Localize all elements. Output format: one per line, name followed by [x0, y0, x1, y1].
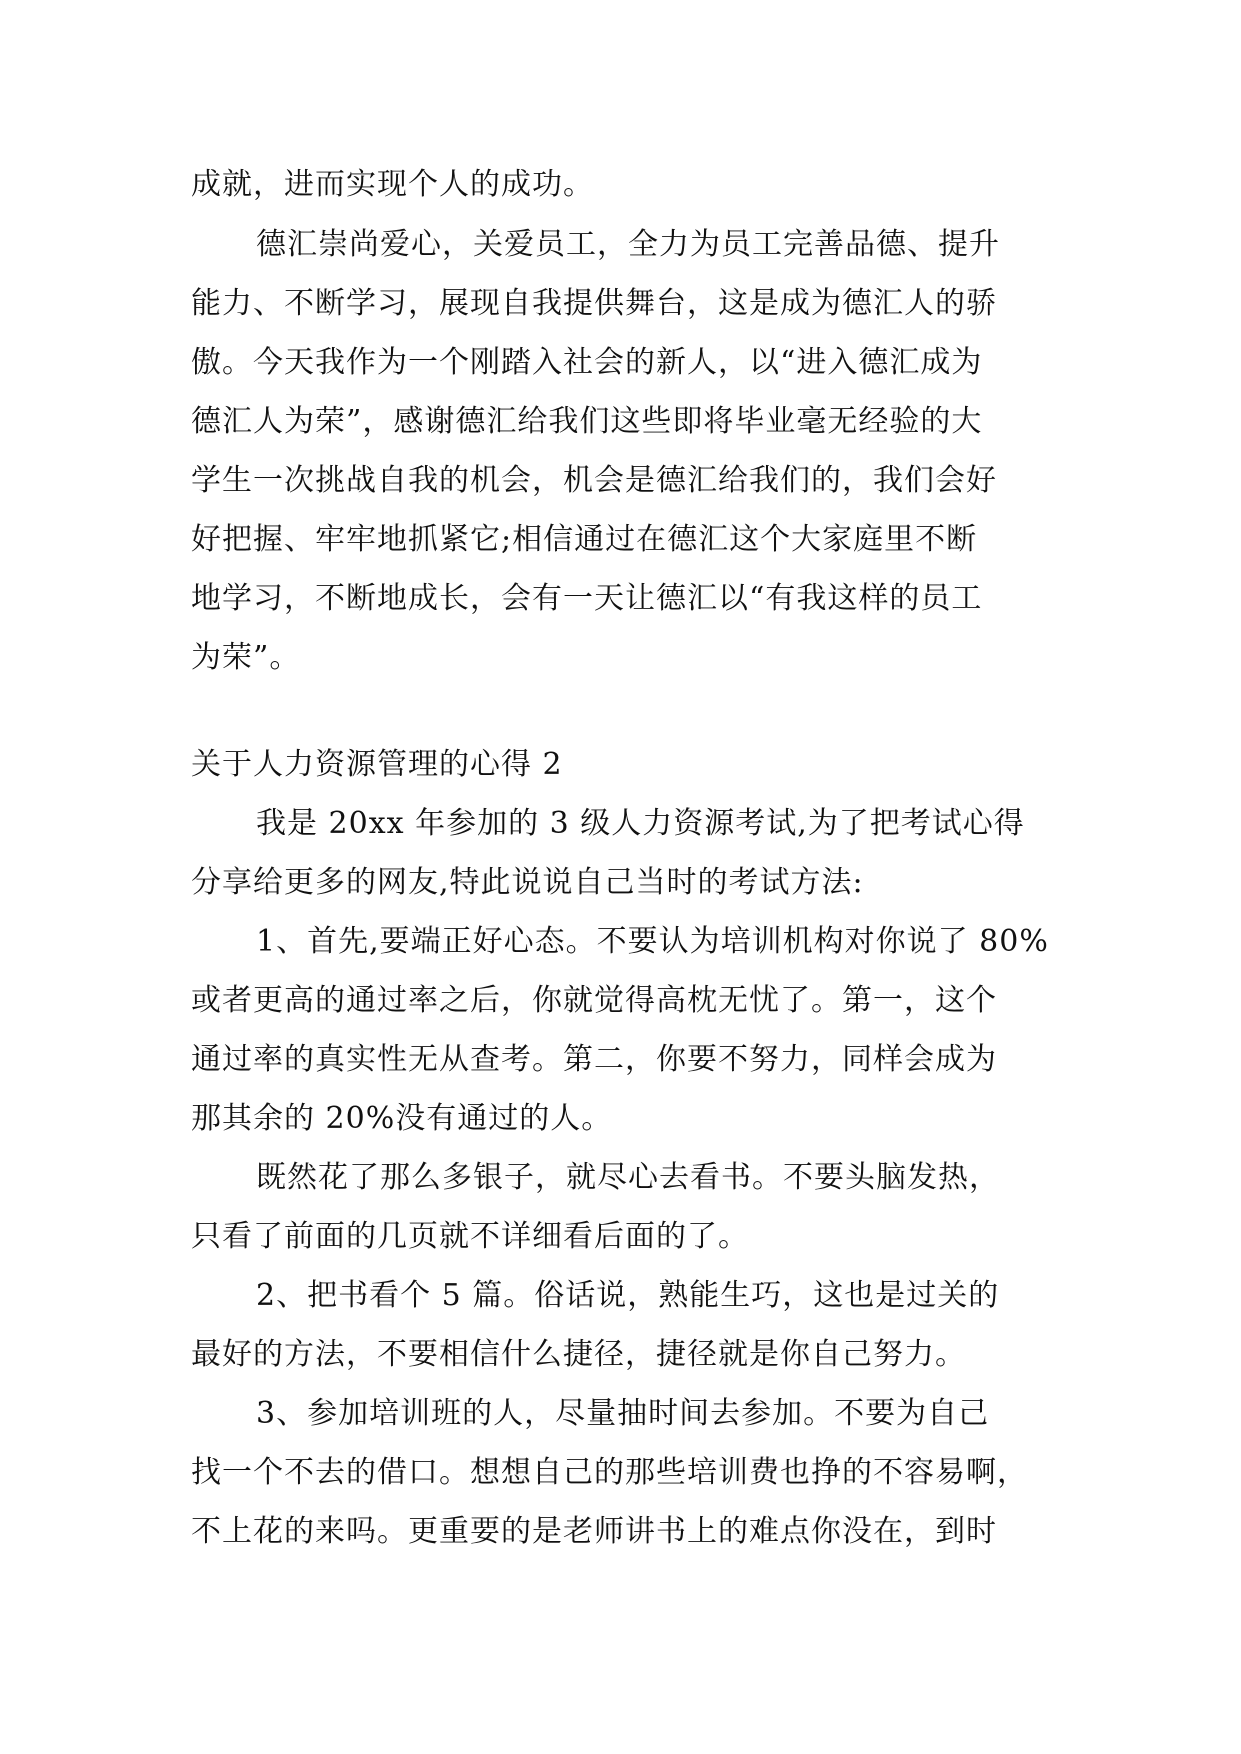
paragraph-line: 分享给更多的网友,特此说说自己当时的考试方法:: [191, 865, 864, 900]
paragraph-line: 我是 20xx 年参加的 3 级人力资源考试,为了把考试心得: [256, 806, 1025, 841]
paragraph-line: 既然花了那么多银子，就尽心去看书。不要头脑发热，: [256, 1160, 1000, 1195]
section-heading: 关于人力资源管理的心得 2: [191, 747, 563, 782]
paragraph-line: 最好的方法，不要相信什么捷径，捷径就是你自己努力。: [191, 1337, 966, 1372]
paragraph-line: 3、参加培训班的人，尽量抽时间去参加。不要为自己: [256, 1396, 990, 1431]
paragraph-line: 德汇人为荣”，感谢德汇给我们这些即将毕业毫无经验的大: [191, 404, 983, 439]
paragraph-continuation-line: 成就，进而实现个人的成功。: [191, 167, 594, 202]
paragraph-line: 通过率的真实性无从查考。第二，你要不努力，同样会成为: [191, 1042, 997, 1077]
paragraph-line: 德汇崇尚爱心，关爱员工，全力为员工完善品德、提升: [256, 227, 1000, 262]
paragraph-line: 只看了前面的几页就不详细看后面的了。: [191, 1219, 749, 1254]
paragraph-line: 地学习，不断地成长，会有一天让德汇以“有我这样的员工: [191, 581, 983, 616]
paragraph-line: 傲。今天我作为一个刚踏入社会的新人，以“进入德汇成为: [191, 345, 983, 380]
paragraph-line: 2、把书看个 5 篇。俗话说，熟能生巧，这也是过关的: [256, 1278, 1000, 1313]
paragraph-line: 能力、不断学习，展现自我提供舞台，这是成为德汇人的骄: [191, 286, 997, 321]
paragraph-line: 找一个不去的借口。想想自己的那些培训费也挣的不容易啊，: [191, 1455, 1028, 1490]
paragraph-line: 好把握、牢牢地抓紧它;相信通过在德汇这个大家庭里不断: [191, 522, 978, 557]
paragraph-line: 不上花的来吗。更重要的是老师讲书上的难点你没在，到时: [191, 1514, 997, 1549]
paragraph-line: 为荣”。: [191, 640, 301, 675]
paragraph-line: 1、首先,要端正好心态。不要认为培训机构对你说了 80%: [256, 924, 1049, 959]
paragraph-line: 或者更高的通过率之后，你就觉得高枕无忧了。第一，这个: [191, 983, 997, 1018]
paragraph-line: 学生一次挑战自我的机会，机会是德汇给我们的，我们会好: [191, 463, 997, 498]
paragraph-line: 那其余的 20%没有通过的人。: [191, 1101, 613, 1136]
